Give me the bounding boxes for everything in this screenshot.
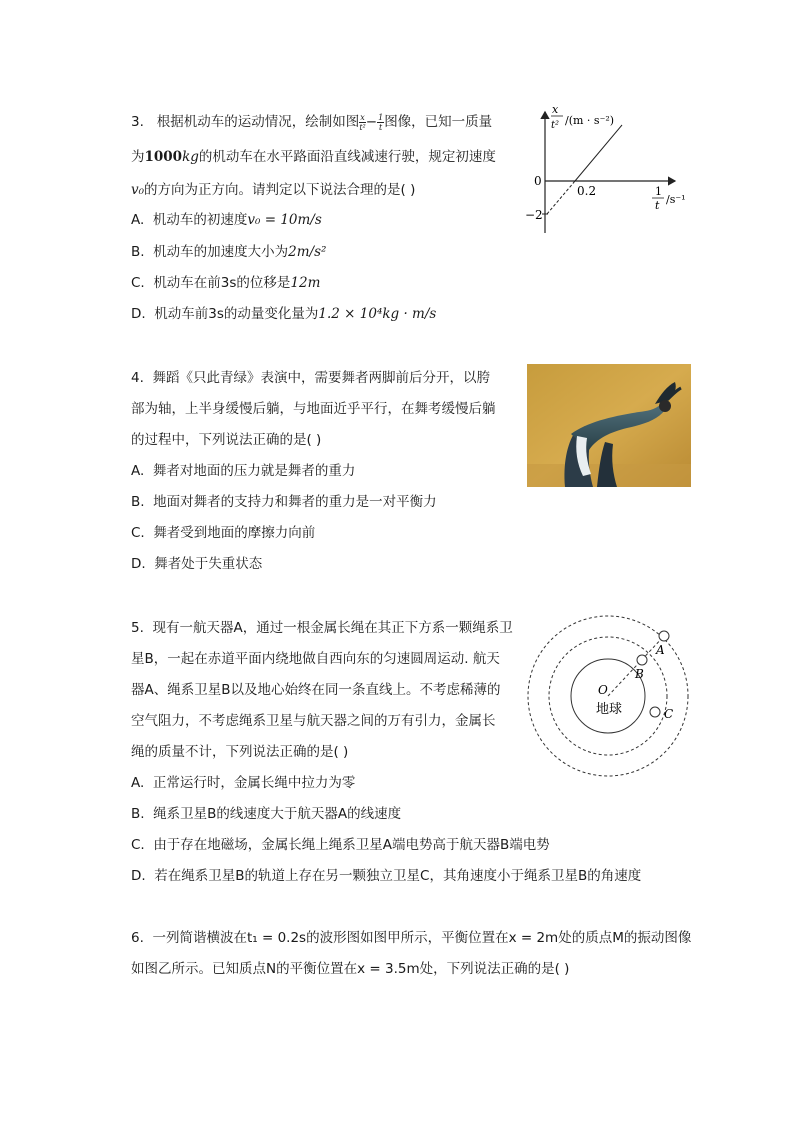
q4-option-c-text: 舞者受到地面的摩擦力向前 xyxy=(153,525,316,541)
q3-graph-xlabel-den: t xyxy=(655,199,660,212)
q5-line-1 xyxy=(131,616,513,636)
q5-option-c-label: C. xyxy=(131,837,145,853)
q3-option-b-text: 机动车的加速度大小为 xyxy=(153,244,289,260)
q3-graph-xlabel-num: 1 xyxy=(655,185,662,198)
q4-option-b xyxy=(131,490,437,510)
q4-option-d-text: 舞者处于失重状态 xyxy=(154,556,263,572)
point-c-label: C xyxy=(664,707,674,721)
spacecraft-a xyxy=(659,631,669,641)
satellite-b xyxy=(637,655,647,665)
q3-option-b xyxy=(131,240,326,260)
q5-option-d-text: 若在绳系卫星B的轨道上存在另一颗独立卫星C，其角速度小于绳系卫星B的角速度 xyxy=(154,868,642,884)
q5-orbit-diagram xyxy=(524,612,692,780)
q5-line-5: 绳的质量不计，下列说法正确的是( ) xyxy=(131,744,349,760)
q3-graph-line xyxy=(575,125,622,181)
q3-text-2b: 的机动车在水平路面沿直线减速行驶，规定初速度 xyxy=(198,149,496,165)
q4-option-d xyxy=(131,552,262,572)
q5-line-2: 星B，一起在赤道平面内绕地做自西向东的匀速圆周运动. 航天 xyxy=(131,651,500,667)
satellite-c xyxy=(650,707,660,717)
q6-text-1: 一列简谐横波在t₁ = 0.2s的波形图如图甲所示，平衡位置在x = 2m处的质点M的振动图像 xyxy=(152,930,692,946)
q3-text-3: 的方向为正方向。请判定以下说法合理的是( ) xyxy=(144,182,416,198)
q5-option-d xyxy=(131,864,641,884)
q3-graph-y-tick-label: −2 xyxy=(525,208,543,222)
q4-option-d-label: D. xyxy=(131,556,146,572)
q3-graph-x-tick: 0.2 xyxy=(577,184,597,198)
q4-option-a-text: 舞者对地面的压力就是舞者的重力 xyxy=(152,463,356,479)
q5-option-a-label: A. xyxy=(131,775,145,791)
q4-option-b-label: B. xyxy=(131,494,145,510)
q5-option-c xyxy=(131,833,550,853)
q3-option-c-math: 12m xyxy=(290,275,321,291)
q4-text-1: 舞蹈《只此青绿》表演中，需要舞者两脚前后分开，以胯 xyxy=(152,370,490,386)
q5-line-3: 器A、绳系卫星B以及地心始终在同一条直线上。不考虑稀薄的 xyxy=(131,682,501,698)
q4-option-a-label: A. xyxy=(131,463,145,479)
q3-v0: v₀ xyxy=(131,182,145,198)
q3-option-d-label: D. xyxy=(131,306,146,322)
q5-line-4: 空气阻力，不考虑绳系卫星与航天器之间的万有引力，金属长 xyxy=(131,713,496,729)
q3-graph-ylabel-num: x xyxy=(552,103,559,116)
q3-graph-origin: 0 xyxy=(534,174,542,188)
q3-mass: 1000 xyxy=(144,149,183,165)
q4-option-a xyxy=(131,459,355,479)
q5-text-1: 现有一航天器A，通过一根金属长绳在其正下方系一颗绳系卫 xyxy=(152,620,513,636)
q3-option-d-text: 机动车前3s的动量变化量为 xyxy=(154,306,319,322)
q5-option-c-text: 由于存在地磁场，金属长绳上绳系卫星A端电势高于航天器B端电势 xyxy=(153,837,550,853)
q3-graph-ylabel-unit: /(m · s⁻²) xyxy=(565,114,615,127)
q4-option-c xyxy=(131,521,315,541)
q3-text-1a: 根据机动车的运动情况，绘制如图 xyxy=(156,114,360,130)
q4-line-2: 部为轴，上半身缓慢后躺，与地面近乎平行，在舞考缓慢后躺 xyxy=(131,401,496,417)
q6-line-1 xyxy=(131,926,691,946)
q5-option-a xyxy=(131,771,355,791)
q4-line-3: 的过程中，下列说法正确的是( ) xyxy=(131,432,322,448)
q3-inline-fraction: $\frac{x}{\text{t²}}$ xyxy=(359,112,366,132)
point-a-label: A xyxy=(656,643,665,657)
q3-option-c-text: 机动车在前3s的位移是 xyxy=(153,275,291,291)
earth-label: 地球 xyxy=(596,702,623,717)
q3-graph-xlabel-unit: /s⁻¹ xyxy=(666,193,686,206)
q3-line-1 xyxy=(131,110,492,132)
q3-option-d-math: 1.2 × 10⁴kg · m/s xyxy=(318,306,437,322)
q4-line-1 xyxy=(131,366,490,386)
q3-option-b-math: 2m/s² xyxy=(288,244,327,260)
q4-number: 4. xyxy=(131,370,144,386)
q3-graph-dashed-segment xyxy=(547,181,575,214)
q3-option-c xyxy=(131,271,320,291)
q3-graph xyxy=(515,100,705,240)
q3-option-a-text: 机动车的初速度 xyxy=(152,212,248,228)
q5-option-b-text: 绳系卫星B的线速度大于航天器A的线速度 xyxy=(153,806,402,822)
q3-option-a-label: A. xyxy=(131,212,145,228)
q5-option-b-label: B. xyxy=(131,806,145,822)
point-b-label: B xyxy=(635,667,644,681)
dancer-photo xyxy=(527,364,691,487)
q3-option-a-math: v₀ = 10m/s xyxy=(247,212,322,228)
q3-unit-kg: kg xyxy=(182,149,199,165)
q3-frac-dash: − xyxy=(365,114,378,130)
q5-number: 5. xyxy=(131,620,144,636)
q3-text-2a: 为 xyxy=(131,149,145,165)
q3-option-b-label: B. xyxy=(131,244,145,260)
center-label: O xyxy=(598,683,608,697)
q3-option-d xyxy=(131,302,436,322)
q3-inline-fraction-2: $\frac{1}{t}$ xyxy=(378,112,384,132)
q3-option-a xyxy=(131,208,322,228)
q5-option-d-label: D. xyxy=(131,868,146,884)
q3-graph-ylabel-den: t² xyxy=(551,120,560,131)
q6-number: 6. xyxy=(131,930,144,946)
q5-option-b xyxy=(131,802,401,822)
q3-number: 3. xyxy=(131,114,144,130)
q5-option-a-text: 正常运行时，金属长绳中拉力为零 xyxy=(152,775,356,791)
q3-option-c-label: C. xyxy=(131,275,145,291)
q6-line-2: 如图乙所示。已知质点N的平衡位置在x = 3.5m处，下列说法正确的是( ) xyxy=(131,961,570,977)
q3-text-1b: 图像，已知一质量 xyxy=(384,114,493,130)
q4-option-b-text: 地面对舞者的支持力和舞者的重力是一对平衡力 xyxy=(153,494,437,510)
q3-line-3 xyxy=(131,178,415,198)
q3-line-2 xyxy=(131,145,496,165)
q4-option-c-label: C. xyxy=(131,525,145,541)
